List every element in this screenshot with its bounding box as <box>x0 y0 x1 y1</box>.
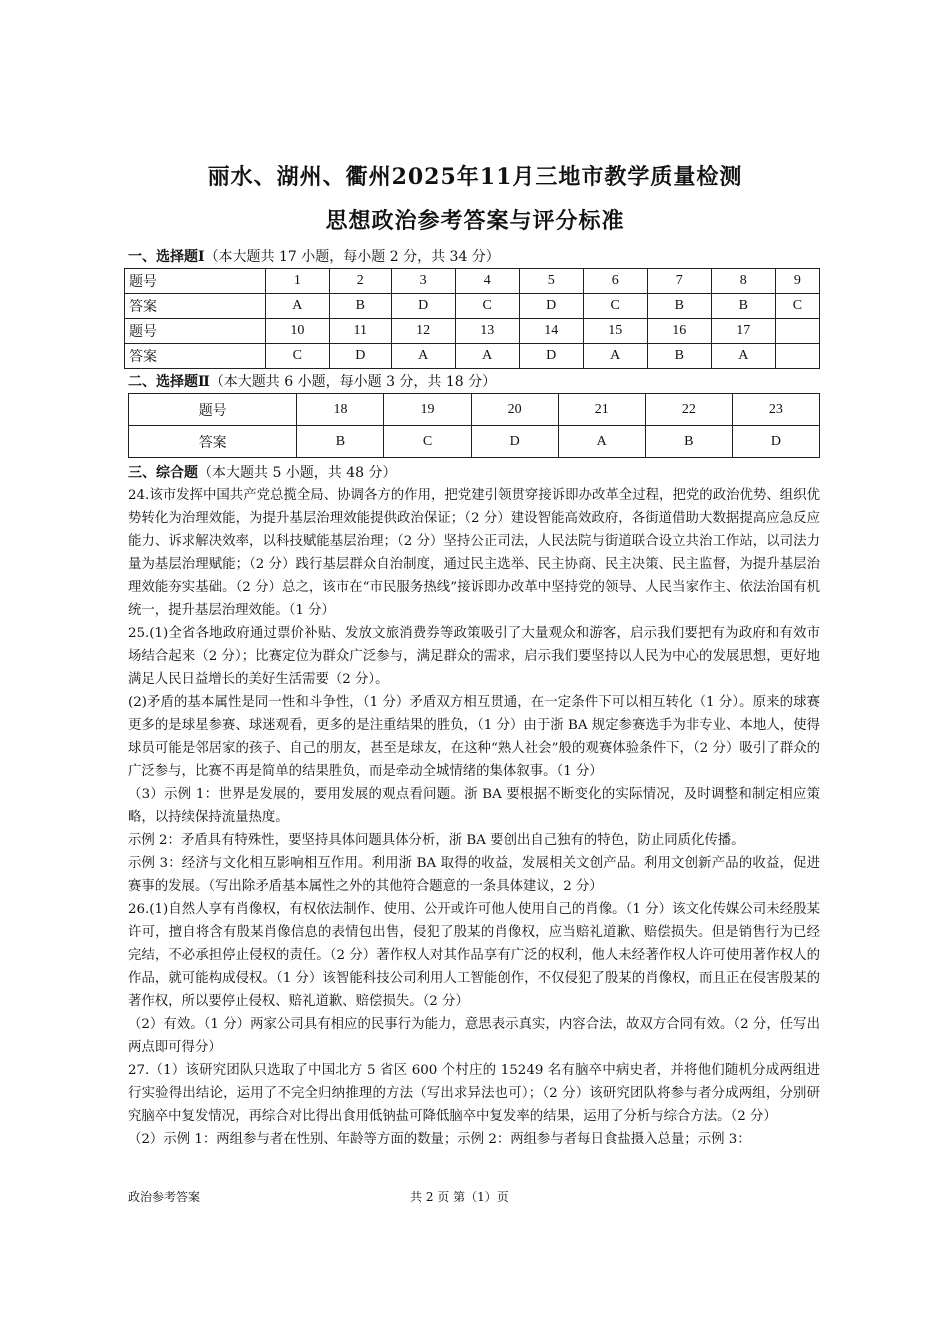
row-label-question-number: 题号 <box>125 319 266 344</box>
answer-paragraph: （3）示例 1：世界是发展的，要用发展的观点看问题。浙 BA 要根据不断变化的实际情况，及时调整和制定相应策略，以持续保持流量热度。 <box>128 787 820 825</box>
answer-cell: C <box>583 294 647 319</box>
answer-cell: A <box>558 426 645 458</box>
answer-body <box>128 484 820 1151</box>
answer-paragraph: (2)矛盾的基本属性是同一性和斗争性，（1 分）矛盾双方相互贯通，在一定条件下可以相互转化（1 分）。原来的球赛更多的是球星参赛、球迷观看，更多的是注重结果的胜负，（1 分）由于浙 BA 规定参赛选手为非专业、本地人，使得球员可能是邻居家的孩子、自己的朋友，甚至是球友，在这种“熟人社会”般的观赛体验条件下，（2 分）吸引了群众的广泛参与，比赛不再是简单的结果胜负，而是牵动全城情绪的集体叙事。（1 分） <box>128 695 820 779</box>
question-number-cell: 12 <box>391 319 455 344</box>
answer-paragraph: 26.(1)自然人享有肖像权，有权依法制作、使用、公开或许可他人使用自己的肖像。（1 分）该文化传媒公司未经殷某许可，擅自将含有殷某肖像信息的表情包出售，侵犯了殷某的肖像权，应当赔礼道歉、赔偿损失。但是销售行为已经完结，不必承担停止侵权的责任。（2 分）著作权人对其作品享有广泛的权利，他人未经著作权人许可使用著作权人的作品，就可能构成侵权。（1 分）该智能科技公司利用人工智能创作，不仅侵犯了殷某的肖像权，而且正在侵害殷某的著作权，所以要停止侵权、赔礼道歉、赔偿损失。（2 分） <box>128 902 820 1009</box>
answer-cell: B <box>329 294 391 319</box>
answer-cell: A <box>455 344 519 369</box>
answer-cell: D <box>519 344 583 369</box>
question-number-cell: 11 <box>329 319 391 344</box>
question-number-cell: 3 <box>391 269 455 294</box>
row-label-answer: 答案 <box>129 426 297 458</box>
table-row <box>125 294 820 319</box>
section1-answer-table <box>124 268 820 369</box>
row-label-question-number: 题号 <box>129 394 297 426</box>
section2-heading: 二、选择题Ⅱ <box>128 374 210 390</box>
answer-cell: A <box>583 344 647 369</box>
answer-cell: A <box>265 294 329 319</box>
question-number-cell: 17 <box>711 319 775 344</box>
section2-answer-table <box>128 393 820 458</box>
section1-heading-line <box>128 246 500 266</box>
section2-heading-line <box>128 371 496 391</box>
table-row <box>129 426 820 458</box>
answer-cell: C <box>384 426 471 458</box>
question-number-cell: 14 <box>519 319 583 344</box>
answer-paragraph: 25.(1)全省各地政府通过票价补贴、发放文旅消费券等政策吸引了大量观众和游客，启示我们要把有为政府和有效市场结合起来（2 分）；比赛定位为群众广泛参与，满足群众的需求，启示我们要坚持以人民为中心的发展思想，更好地满足人民日益增长的美好生活需要（2 分）。 <box>128 626 820 687</box>
question-number-cell: 18 <box>297 394 384 426</box>
question-number-cell: 5 <box>519 269 583 294</box>
question-number-cell: 15 <box>583 319 647 344</box>
row-label-answer: 答案 <box>125 344 266 369</box>
answer-cell: B <box>711 294 775 319</box>
section3-heading: 三、综合题 <box>128 465 198 481</box>
table-row <box>125 344 820 369</box>
question-number-cell: 6 <box>583 269 647 294</box>
answer-paragraph: （2）示例 1：两组参与者在性别、年龄等方面的数量；示例 2：两组参与者每日食盐摄入总量；示例 3： <box>128 1132 751 1147</box>
row-label-question-number: 题号 <box>125 269 266 294</box>
question-number-cell: 8 <box>711 269 775 294</box>
footer-page-number: 共 2 页 第（1）页 <box>410 1190 509 1204</box>
answer-cell: D <box>391 294 455 319</box>
answer-cell: D <box>471 426 558 458</box>
answer-cell: A <box>711 344 775 369</box>
answer-cell: B <box>297 426 384 458</box>
answer-cell: B <box>645 426 732 458</box>
answer-paragraph: 示例 2：矛盾具有特殊性，要坚持具体问题具体分析，浙 BA 要创出自己独有的特色，防止同质化传播。 <box>128 833 745 848</box>
answer-paragraph: 24.该市发挥中国共产党总揽全局、协调各方的作用，把党建引领贯穿接诉即办改革全过程，把党的政治优势、组织优势转化为治理效能，为提升基层治理效能提供政治保证；（2 分）建设智能高效政府，各街道借助大数据提高应急反应能力、诉求解决效率，以科技赋能基层治理；（2 分）坚持公正司法，人民法院与街道联合设立共治工作站，以司法力量为基层治理赋能；（2 分）践行基层群众自治制度，通过民主选举、民主协商、民主决策、民主监督，为提升基层治理效能夯实基础。（2 分）总之，该市在“市民服务热线”接诉即办改革中坚持党的领导、人民当家作主、依法治国有机统一，提升基层治理效能。（1 分） <box>128 488 820 618</box>
question-number-cell: 1 <box>265 269 329 294</box>
question-number-cell: 13 <box>455 319 519 344</box>
question-number-cell: 2 <box>329 269 391 294</box>
question-number-cell: 22 <box>645 394 732 426</box>
answer-cell: C <box>265 344 329 369</box>
document-subtitle: 思想政治参考答案与评分标准 <box>325 208 625 234</box>
question-number-cell: 7 <box>647 269 711 294</box>
answer-cell: C <box>775 294 819 319</box>
section3-heading-line <box>128 462 397 482</box>
question-number-cell: 21 <box>558 394 645 426</box>
answer-paragraph: 示例 3：经济与文化相互影响相互作用。利用浙 BA 取得的收益，发展相关文创产品。利用文创新产品的收益，促进赛事的发展。（写出除矛盾基本属性之外的其他符合题意的一条具体建议，2 分） <box>128 856 820 894</box>
footer-subject: 政治参考答案 <box>128 1190 201 1204</box>
question-number-cell: 4 <box>455 269 519 294</box>
answer-cell <box>775 344 819 369</box>
row-label-answer: 答案 <box>125 294 266 319</box>
question-number-cell: 10 <box>265 319 329 344</box>
question-number-cell: 16 <box>647 319 711 344</box>
answer-cell: B <box>647 344 711 369</box>
table-row <box>129 394 820 426</box>
answer-cell: B <box>647 294 711 319</box>
answer-cell: D <box>732 426 819 458</box>
table-row <box>125 269 820 294</box>
section3-note: （本大题共 5 小题，共 48 分） <box>198 465 397 481</box>
table-row <box>125 319 820 344</box>
section1-note: （本大题共 17 小题，每小题 2 分，共 34 分） <box>204 249 500 265</box>
question-number-cell <box>775 319 819 344</box>
answer-paragraph: 27.（1）该研究团队只选取了中国北方 5 省区 600 个村庄的 15249 名有脑卒中病史者，并将他们随机分成两组进行实验得出结论，运用了不完全归纳推理的方法（写出求异法也可）；（2 分）该研究团队将参与者分成两组，分别研究脑卒中复发情况，再综合对比得出食用低钠盐可降低脑卒中复发率的结果，运用了分析与综合方法。（2 分） <box>128 1063 820 1124</box>
question-number-cell: 19 <box>384 394 471 426</box>
answer-cell: D <box>519 294 583 319</box>
answer-cell: C <box>455 294 519 319</box>
question-number-cell: 20 <box>471 394 558 426</box>
section1-heading: 一、选择题Ⅰ <box>128 249 205 265</box>
document-title: 丽水、湖州、衢州2025年11月三地市教学质量检测 <box>207 164 743 190</box>
section2-note: （本大题共 6 小题，每小题 3 分，共 18 分） <box>209 374 497 390</box>
answer-cell: A <box>391 344 455 369</box>
answer-cell: D <box>329 344 391 369</box>
question-number-cell: 23 <box>732 394 819 426</box>
question-number-cell: 9 <box>775 269 819 294</box>
answer-paragraph: （2）有效。（1 分）两家公司具有相应的民事行为能力，意思表示真实，内容合法，故双方合同有效。（2 分，任写出两点即可得分） <box>128 1017 820 1055</box>
